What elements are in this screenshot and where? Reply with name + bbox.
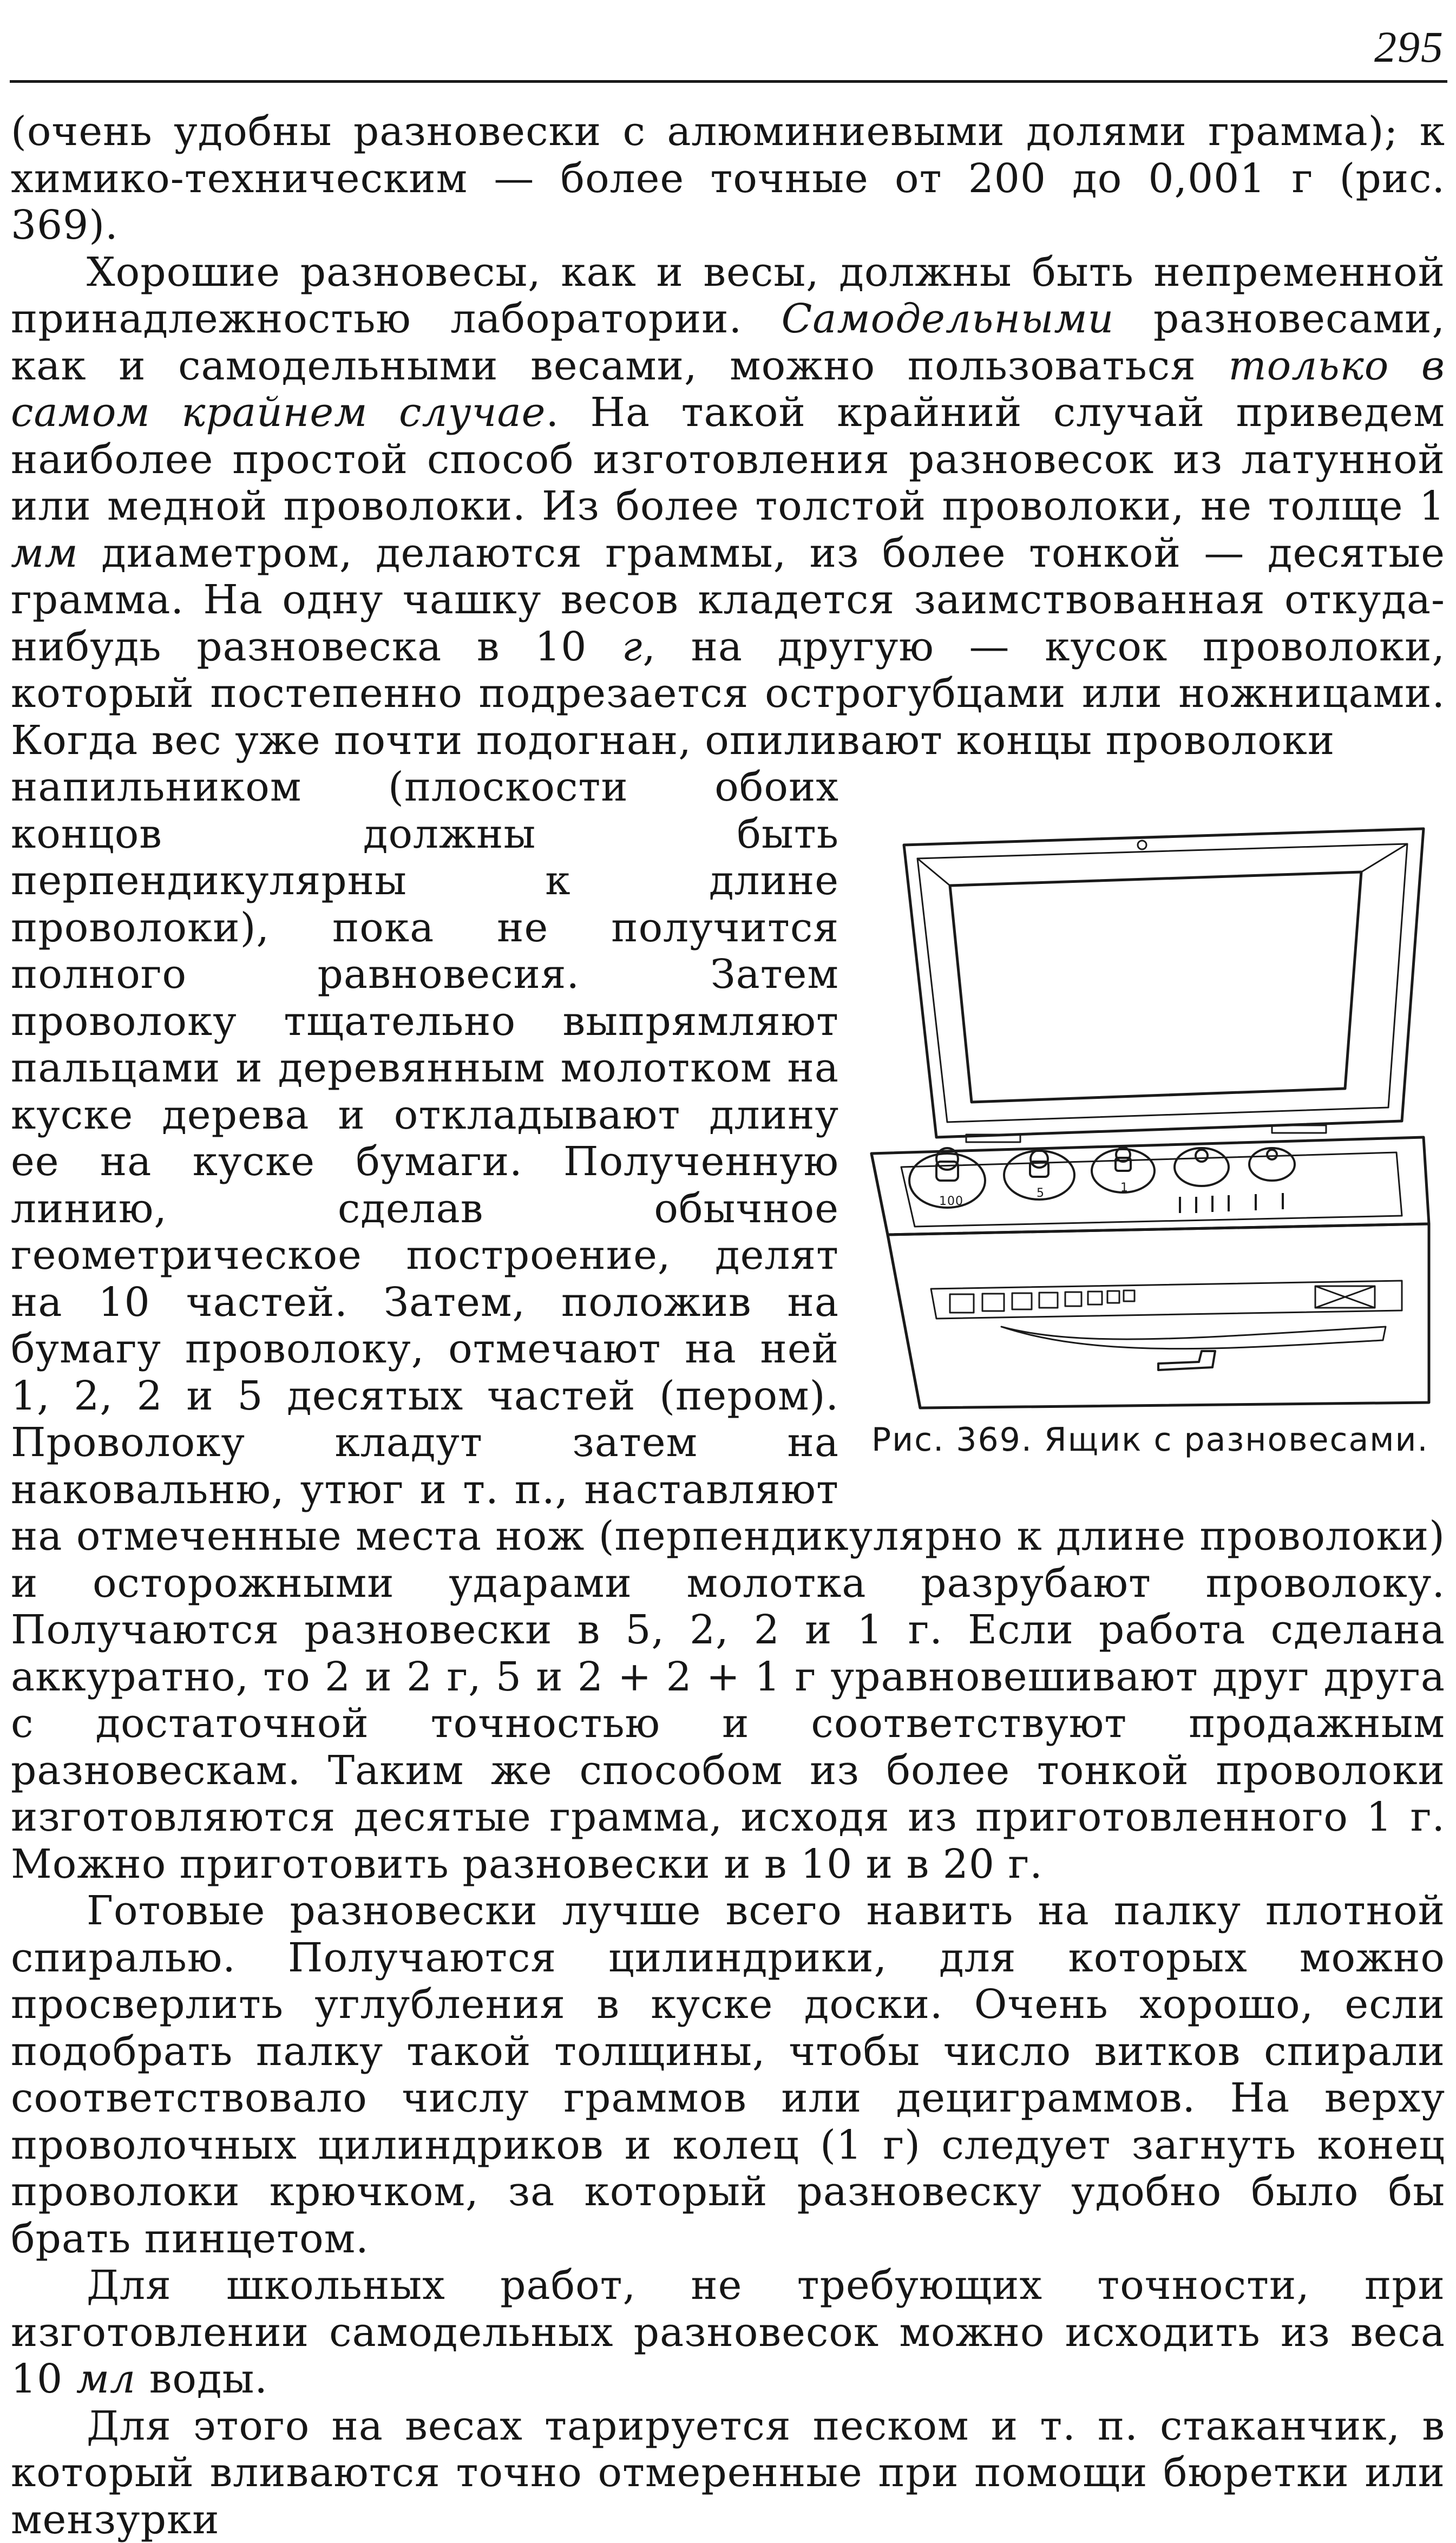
figure-wrap	[11, 764, 1445, 1887]
text-run: Для школьных работ, не требующих точности, при изготовлении самодельных разновесок можно исходить из веса 10	[11, 2262, 1445, 2402]
text-run: диаметром, делаются граммы, из более тонкой — десятые грамма. На одну чашку весов кладется заимствованная откуда-нибудь разновеска в 10	[11, 530, 1445, 670]
paragraph: напильником (плоскости обоих концов должны быть перпендикулярны к длине проволоки), пока не получится полного равновесия. Затем проволоку тщательно выпрямляют пальцами и деревянным молотком на куске дерева и откладывают длину ее на куске бумаги. Полученную линию, сделав обычное геометрическое построение, делят на 10 частей. Затем, положив на бумагу проволоку, отмечают на ней 1, 2, 2 и 5 десятых частей (пером). Проволоку кладут затем на наковальню, утюг и т. п., наставляют на отмеченные места нож (перпендикулярно к длине проволоки) и осторожными ударами молотка разрубают проволоку. Получаются разновески в 5, 2, 2 и 1 г. Если работа сделана аккуратно, то 2 и 2 г, 5 и 2 + 2 + 1 г уравновешивают друг друга с достаточной точностью и соответствуют продажным разновескам. Таким же способом из более тонкой проволоки изготовляются десятые грамма, исходя из приготовленного 1 г. Можно приготовить разновески и в 10 и в 20 г.	[11, 764, 1445, 1887]
figure-369	[855, 764, 1445, 1473]
weight-label: 100	[939, 1195, 963, 1208]
weight-label: 1	[1120, 1181, 1129, 1195]
figure-caption: Рис. 369. Ящик с разновесами.	[871, 1417, 1445, 1464]
paragraph: (очень удобны разновески с алюминиевыми долями грамма); к химико-техническим — более точные от 200 до 0,001 г (рис. 369).	[11, 108, 1445, 249]
box-lid	[904, 829, 1424, 1137]
tweezers	[1001, 1327, 1386, 1349]
weight-box-illustration	[855, 764, 1445, 1413]
italic-run: только в самом крайнем случае	[11, 343, 1445, 436]
text-run: , на другую — кусок проволоки, который постепенно подрезается острогубцами или ножницами. Когда вес уже почти подогнан, опиливают концы проволоки	[11, 624, 1445, 764]
text-run: воды.	[136, 2356, 268, 2402]
body-text	[11, 108, 1445, 2543]
box-front	[888, 1224, 1429, 1408]
italic-run: мл	[76, 2356, 136, 2402]
lid-panel	[950, 872, 1361, 1102]
italic-run: г	[622, 624, 642, 670]
weight-label: 5	[1037, 1187, 1045, 1200]
header-rule	[10, 80, 1447, 83]
page-number: 295	[1374, 22, 1444, 73]
italic-run: мм	[11, 530, 78, 576]
text-run: . На такой крайний случай приведем наиболее простой способ изготовления разновесок из латунной или медной проволоки. Из более толстой проволоки, не толще 1	[11, 389, 1445, 529]
latch	[1158, 1351, 1215, 1370]
italic-run: Самодельными	[782, 296, 1114, 342]
paragraph: Для этого на весах тарируется песком и т. п. стаканчик, в который вливаются точно отмеренные при помощи бюретки или мензурки	[11, 2403, 1445, 2543]
text-run: разновесами, как и самодельными весами, можно пользоваться	[11, 296, 1445, 389]
paragraph	[11, 249, 1445, 764]
paragraph	[11, 2262, 1445, 2403]
text-run: Хорошие разновесы, как и весы, должны быть непременной принадлежностью лаборатории.	[11, 249, 1445, 343]
paragraph: Готовые разновески лучше всего навить на палку плотной спиралью. Получаются цилиндрики, для которых можно просверлить углубления в куске доски. Очень хорошо, если подобрать палку такой толщины, чтобы число витков спирали соответствовало числу граммов или дециграммов. На верху проволочных цилиндриков и колец (1 г) следует загнуть конец проволоки крючком, за который разновеску удобно было бы брать пинцетом.	[11, 1887, 1445, 2262]
